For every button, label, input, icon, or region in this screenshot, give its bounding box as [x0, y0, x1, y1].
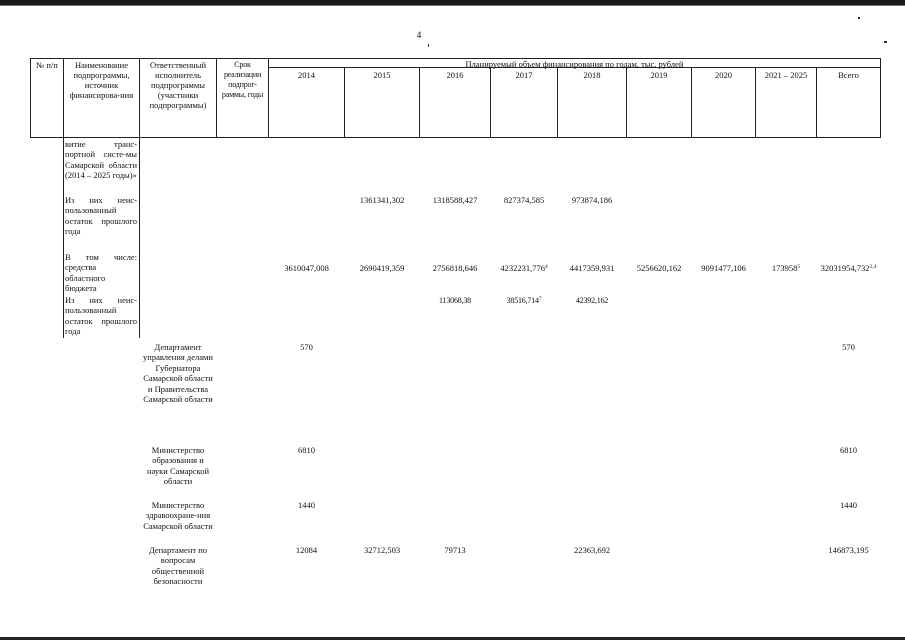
col-border: [63, 58, 64, 138]
row-regional-budget-label: В том числе: средства областного бюджета: [65, 252, 137, 294]
cell-value: 79713: [444, 545, 466, 555]
page-number: 4: [416, 30, 422, 40]
cell-total: 570: [842, 342, 855, 352]
header-col-number: № п/п: [36, 60, 58, 70]
top-border-thin: [0, 5, 905, 6]
dept-ministry-education: Министерство образования и науки Самарской области: [147, 445, 209, 487]
cell-value: 973874,186: [571, 195, 613, 205]
cell-value: 1440: [298, 500, 315, 510]
cell-value: 2690419,359: [359, 263, 405, 273]
cell-value: 4232231,776$^4$: [500, 263, 548, 273]
row-unused-balance-label: Из них неис-пользованный остаток прошлого года: [65, 195, 137, 237]
body-col-border: [139, 138, 140, 338]
cell-total: 1440: [840, 500, 857, 510]
header-bottom-border: [30, 137, 880, 138]
cell-total: 6810: [840, 445, 857, 455]
header-year-2017: 2017: [515, 70, 533, 80]
dept-public-security: Департамент по вопросам общественной безопасности: [148, 545, 208, 587]
footnote-mark: 2,4: [869, 264, 877, 270]
header-funding: Планируемый объем финансирования по годам, тыс. рублей: [465, 59, 684, 69]
cell-value: 5256620,162: [636, 263, 682, 273]
scan-speck: [428, 44, 429, 47]
cell-value: 1318588,427: [432, 195, 478, 205]
cell-total: 146873,195: [828, 545, 869, 555]
header-col-name: Наименование подпрограммы, источник финансирова-ния: [69, 60, 134, 100]
cell-value: 2756818,646: [432, 263, 478, 273]
cell-value: 9091477,106: [701, 263, 746, 273]
header-col-responsible: Ответственный исполнитель подпрограммы (участники подпрограммы): [149, 60, 207, 110]
header-col-term: Срок реализации подпрог-раммы, годы: [221, 60, 264, 99]
dept-governor-office: Департамент управления делами Губернатора Самарской области и Правительства Самарской области: [143, 342, 213, 405]
header-year-2014: 2014: [298, 70, 315, 80]
cell-value: 3610047,008: [284, 263, 329, 273]
scan-speck: [858, 17, 860, 19]
cell-value: 4417359,931: [569, 263, 615, 273]
header-year-2018: 2018: [583, 70, 601, 80]
cell-value: 32712,503: [363, 545, 401, 555]
scan-speck: [884, 41, 887, 43]
col-border: [880, 58, 881, 138]
body-col-border: [63, 138, 64, 338]
cell-value: 1361341,302: [359, 195, 405, 205]
cell-value: 570: [300, 342, 313, 352]
col-border: [139, 58, 140, 138]
cell-value: 42392,162: [575, 296, 609, 305]
cell-value: 827374,585: [503, 195, 545, 205]
cell-value: 38516,714$^7$: [506, 296, 542, 305]
col-border: [30, 58, 31, 138]
header-total: Всего: [838, 70, 859, 80]
dept-ministry-health: Министерство здравоохране-ния Самарской области: [143, 500, 213, 531]
cell-value: 173958$^5$: [771, 263, 801, 273]
footnote-mark: 7: [538, 296, 542, 302]
cell-value: 22363,692: [573, 545, 611, 555]
header-year-2020: 2020: [715, 70, 732, 80]
cell-value: 6810: [298, 445, 315, 455]
cell-value: 12084: [295, 545, 318, 555]
footnote-mark: 5: [797, 264, 801, 270]
header-year-2019: 2019: [650, 70, 668, 80]
program-name-tail: витие транс-портной систе-мы Самарской области (2014 – 2025 годы)»: [65, 139, 137, 181]
header-year-2016: 2016: [446, 70, 464, 80]
footnote-mark: 4: [544, 264, 548, 270]
cell-total: 32031954,732$^{2,4}$: [820, 263, 877, 273]
header-year-2021-2025: 2021 – 2025: [764, 70, 808, 80]
cell-value: 113068,38: [439, 296, 471, 305]
header-year-2015: 2015: [373, 70, 391, 80]
row-unused-balance-label-2: Из них неис-пользованный остаток прошлого года: [65, 295, 137, 337]
